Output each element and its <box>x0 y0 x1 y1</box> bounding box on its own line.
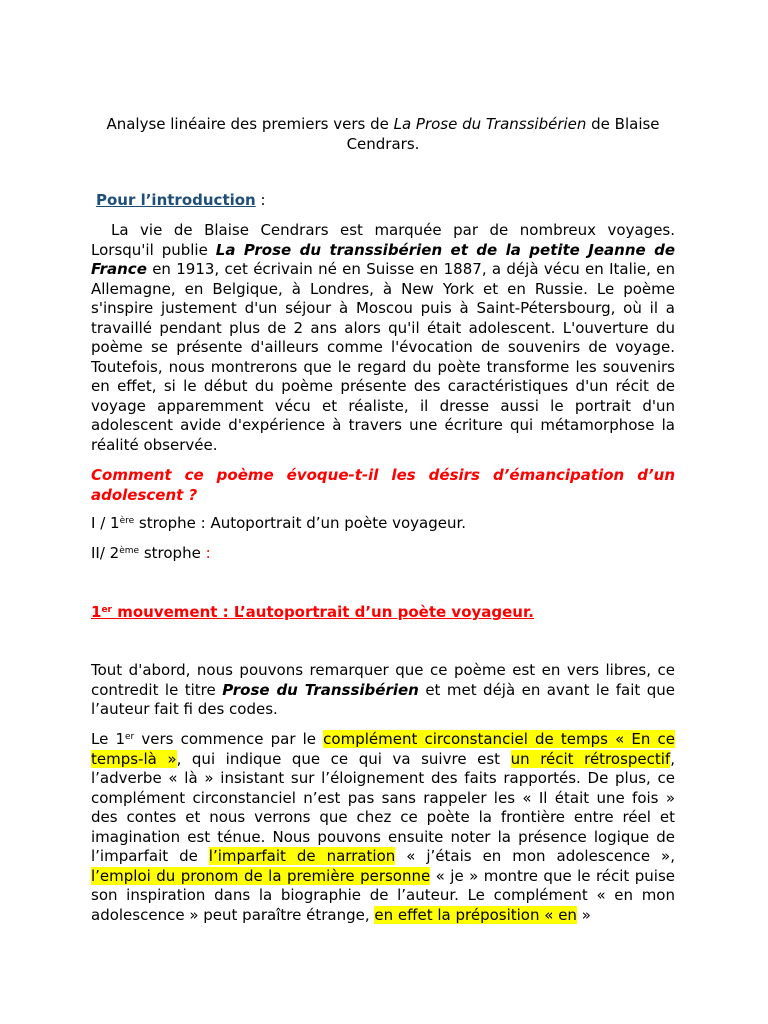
movement-num: 1 <box>91 603 102 621</box>
intro-text-1: La vie de Blaise Cendrars est marquée par de nombreux voyages. Lorsqu'il publie <box>91 221 675 259</box>
intro-text-2: en 1913, cet écrivain né en Suisse en 1887, a déjà vécu en Italie, en Allemagne, en Belgique, à Londres, à New York et en Russie. Le poème s'inspire justement d'un séjour à Moscou puis à Saint-Pétersbourg, où il a travaillé pendant plus de 2 ans alors qu'il était adolescent. L'ouverture du poème se présente d'ailleurs comme l'évocation de souvenirs de voyage. Toutefois, nous montrerons que le regard du poète transforme les souvenirs en effet, si le début du poème présente des caractéristiques d'un récit de voyage apparemment vécu et réaliste, il dresse aussi le portrait d'un adolescent avide d'expérience à travers une écriture qui métamorphose la réalité observée. <box>91 260 675 454</box>
document-title <box>91 115 675 154</box>
movement-text: mouvement : L’autoportrait d’un poète voyageur. <box>111 603 534 621</box>
para3-text-6: « je » montre que le récit puise son inspiration dans la biographie de l’auteur. Le complément « en mon adolescence » peut paraître étrange, <box>91 866 675 924</box>
plan-1-prefix: I / 1 <box>91 514 120 532</box>
introduction-heading <box>96 191 680 211</box>
para2-work-title: Prose du Transsibérien <box>222 680 419 699</box>
highlight-recit-retrospectif: un récit rétrospectif <box>510 749 671 768</box>
plan-1-sup: ère <box>119 516 135 526</box>
movement-heading <box>91 603 675 623</box>
plan-part-1 <box>91 514 675 534</box>
plan-2-colon: : <box>205 544 211 562</box>
highlight-complement-temps: complément circonstanciel de temps « En ce temps-là » <box>91 730 675 768</box>
plan-2-text: strophe <box>139 544 206 562</box>
para3-text-1: Le 1 <box>91 730 126 748</box>
plan-1-text: strophe : Autoportrait d’un poète voyageur. <box>134 514 467 532</box>
para3-text-2: vers commence par le <box>134 730 324 748</box>
analysis-paragraph-2 <box>91 730 675 925</box>
highlight-imparfait-narration: l’imparfait de narration <box>208 847 396 865</box>
introduction-heading-label: Pour l’introduction <box>96 191 256 209</box>
highlight-pronom-premiere-personne: l’emploi du pronom de la première personne <box>91 866 431 885</box>
problematic-question: Comment ce poème évoque-t-il les désirs d’émancipation d’un adolescent ? <box>91 466 675 504</box>
highlight-preposition-en: en effet la préposition « en <box>374 905 577 924</box>
plan-2-prefix: II/ 2 <box>91 544 120 562</box>
movement-sup: er <box>101 605 112 615</box>
para3-text-7: » <box>576 905 591 924</box>
para3-text-4: , l’adverbe « là » insistant sur l’éloignement des faits rapportés. De plus, ce complément circonstanciel n’est pas sans rappeler les « Il était une fois » des contes et nous verrons que chez ce poète la frontière entre réel et imagination est ténue. Nous pouvons ensuite noter la présence logique de l’imparfait de <box>91 749 675 865</box>
plan-part-2 <box>91 544 675 564</box>
introduction-heading-colon: : <box>255 191 266 209</box>
para2-text-1: Tout d'abord, nous pouvons remarquer que ce poème est en vers libres, ce contredit le titre <box>91 661 675 699</box>
title-work: La Prose du Transsibérien <box>393 115 587 133</box>
para3-sup: er <box>125 732 135 742</box>
para3-text-3: , qui indique que ce qui va suivre est <box>176 749 511 768</box>
analysis-paragraph-1 <box>91 661 675 720</box>
title-suffix: de Blaise Cendrars. <box>346 115 660 153</box>
para3-text-5: « j’étais en mon adolescence », <box>395 847 675 865</box>
para2-text-2: et met déjà en avant le fait que l’auteur fait fi des codes. <box>91 680 675 718</box>
title-prefix: Analyse linéaire des premiers vers de <box>106 115 394 133</box>
introduction-paragraph <box>91 221 675 455</box>
intro-work-title: La Prose du transsibérien et de la petite Jeanne de France <box>91 240 675 278</box>
plan-2-sup: ème <box>119 546 140 556</box>
